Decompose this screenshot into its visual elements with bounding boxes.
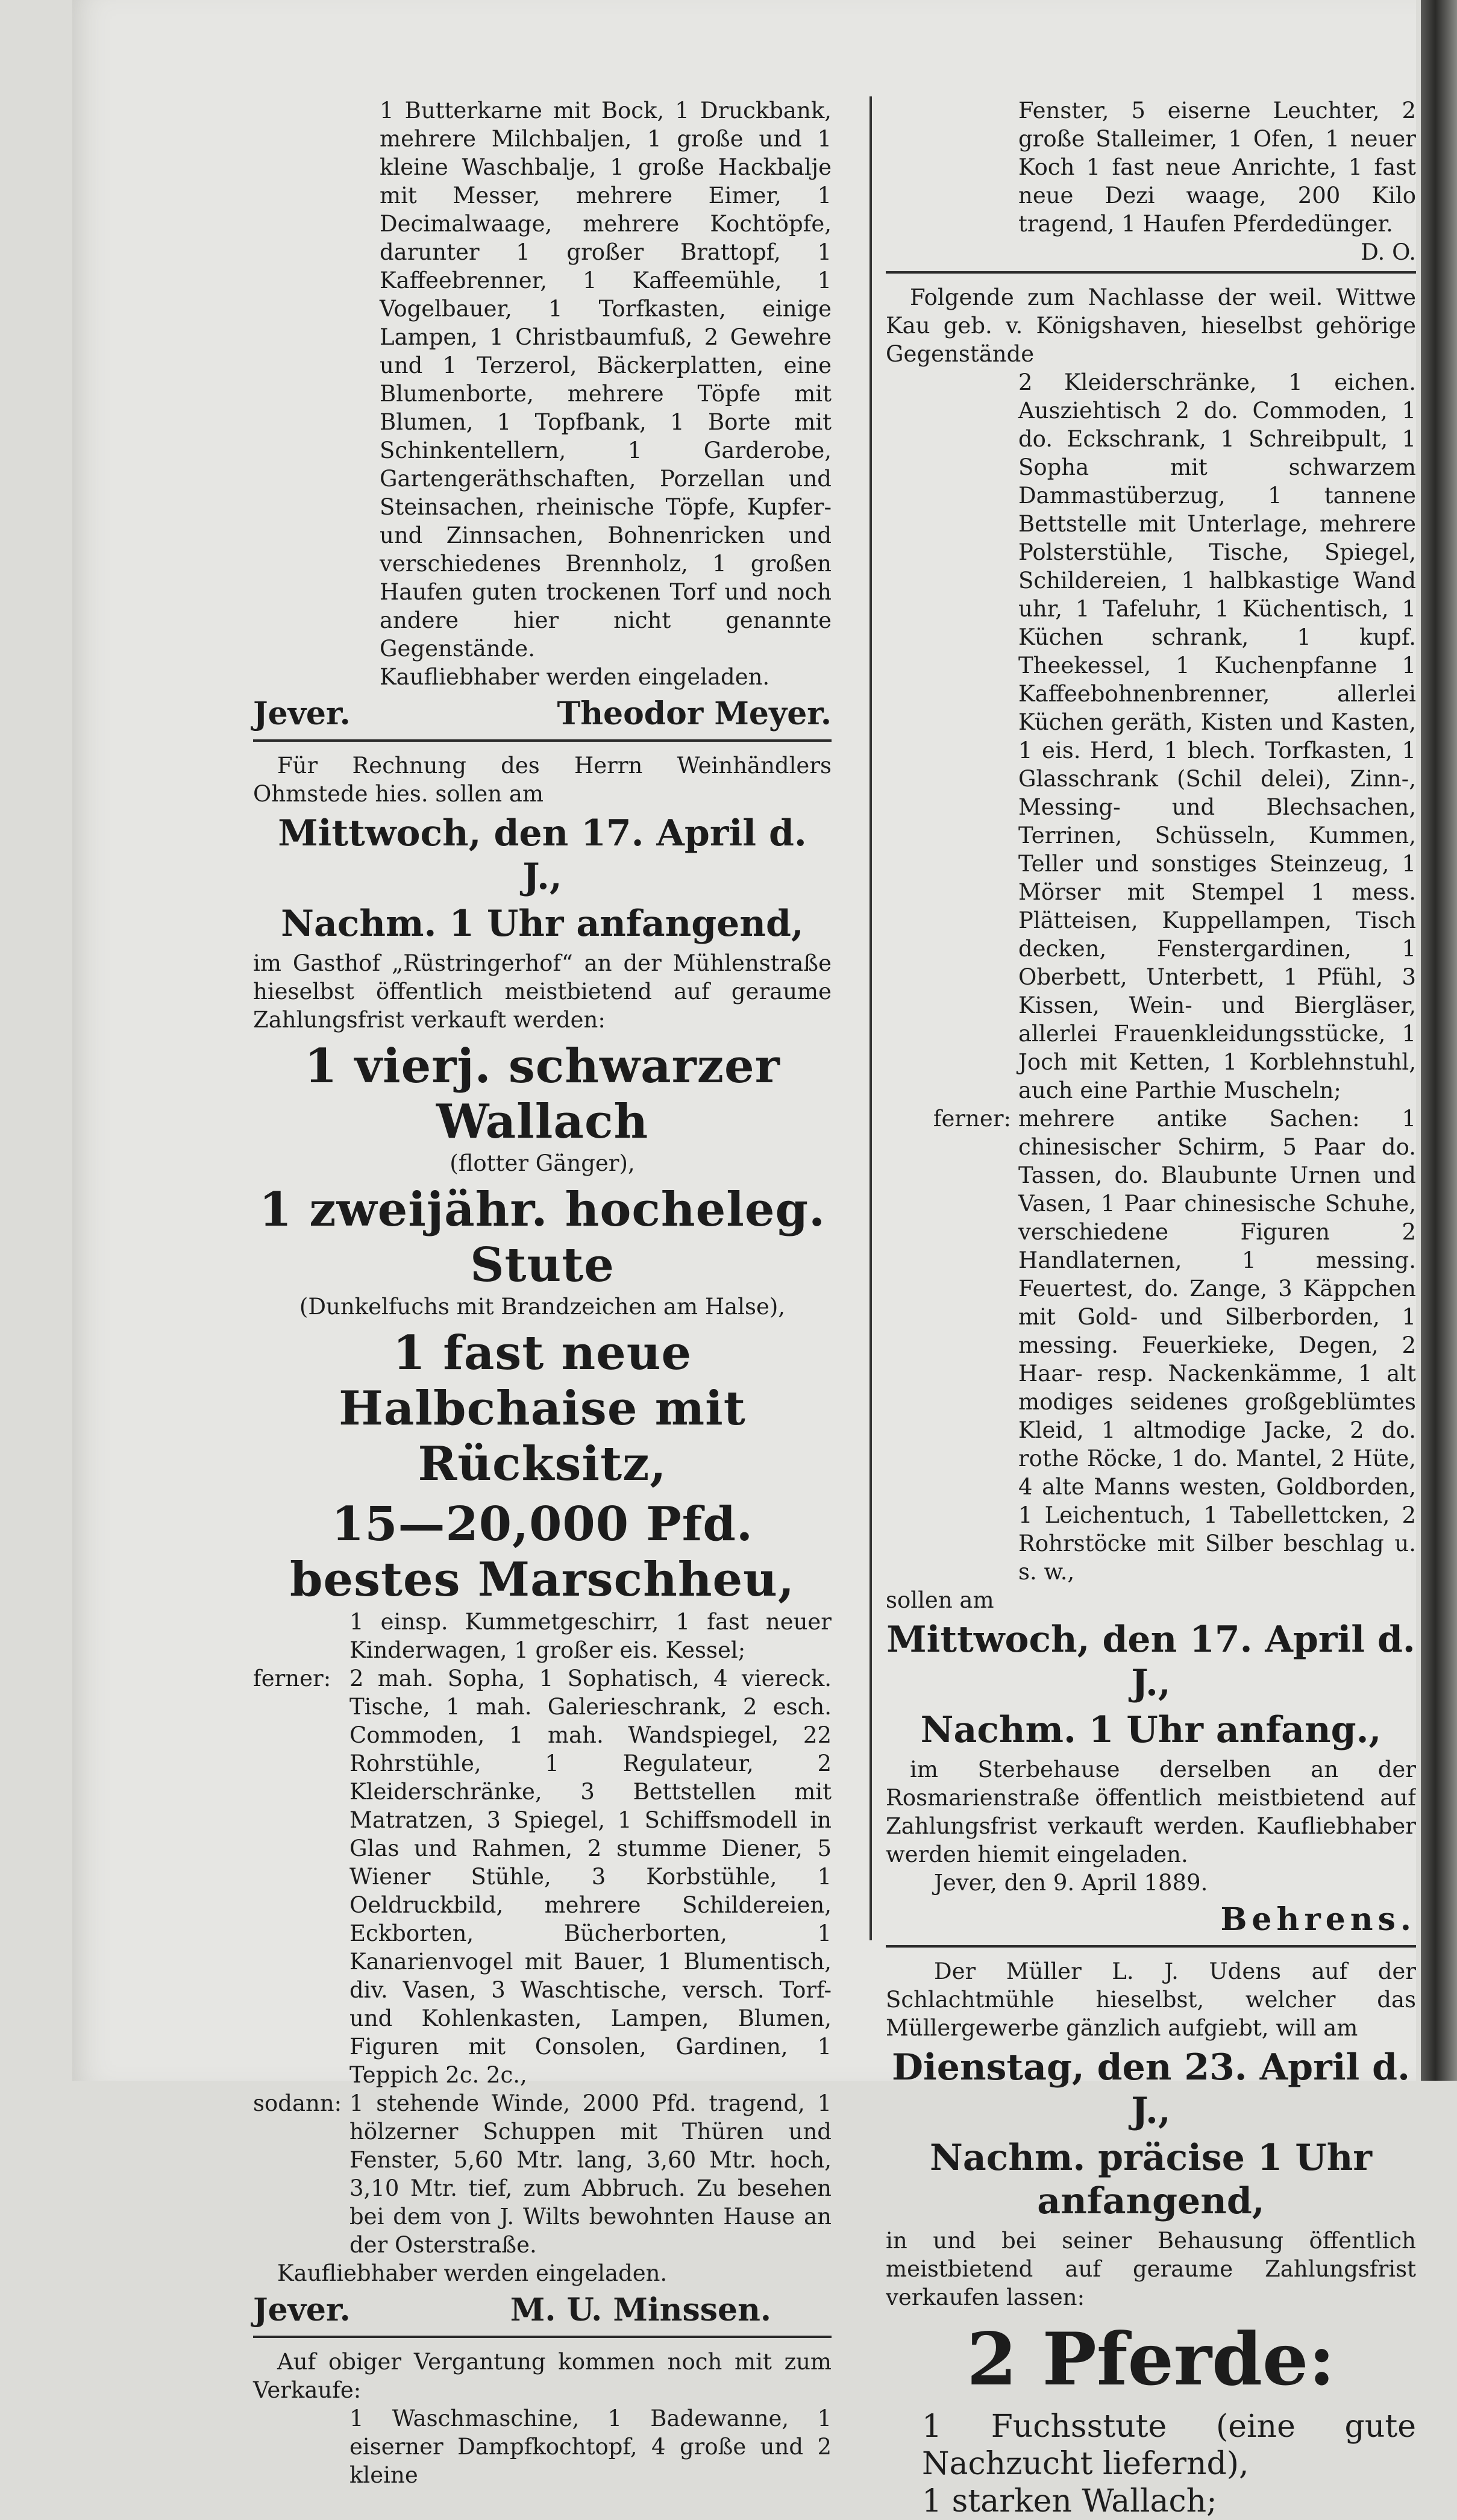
invitation-text-2: Kaufliebhaber werden eingeladen. <box>277 2260 668 2286</box>
right-column <box>886 96 1416 2520</box>
sodann-block <box>253 2089 832 2259</box>
sodann-label: sodann: <box>253 2090 342 2116</box>
items-text: 1 einsp. Kummetgeschirr, 1 fast neuer Kinderwagen, 1 großer eis. Kessel; <box>349 1609 832 1663</box>
separator-rule-2 <box>253 2336 832 2338</box>
estate-items: 2 Kleiderschränke, 1 eichen. Ausziehtisch 2 do. Commoden, 1 do. Eckschrank, 1 Schreibpult, 1 Sopha mit schwarzem Dammastüberzug, 1 tannene Bettstelle mit Unterlage, mehrere Polsterstühle, Tische, Spiegel, Schildereien, 1 halbkastige Wand uhr, 1 Tafeluhr, 1 Küchentisch, 1 Küchen schrank, 1 kupf. Theekessel, 1 Kuchenpfanne 1 Kaffeebohnenbrenner, allerlei Küchen geräth, Kisten und Kasten, 1 eis. Herd, 1 blech. Torfkasten, 1 Glasschrank (Schil delei), Zinn-, Messing- und Blechsachen, Terrinen, Schüsseln, Kummen, Teller und sonstiges Steinzeug, 1 Mörser mit Stempel 1 mess. Plätteisen, Kuppellampen, Tisch decken, Fenstergardinen, 1 Oberbett, Unterbett, 1 Pfühl, 3 Kissen, Wein- und Biergläser, allerlei Frauenkleidungsstücke, 1 Joch mit Ketten, 1 Korblehnstuhl, auch eine Parthie Muscheln; <box>1018 369 1416 1103</box>
page-edge <box>1421 0 1457 2081</box>
signature-place-2: Jever. <box>253 2292 351 2328</box>
item-headline-halbchaise: 1 fast neue Halbchaise mit Rücksitz, <box>339 1326 746 1491</box>
signature-place: Jever. <box>253 695 351 732</box>
auction-time: Nachm. 1 Uhr anfangend, <box>281 903 804 945</box>
addendum-text: Auf obiger Vergantung kommen noch mit zum Verkaufe: <box>253 2349 832 2403</box>
horse-item-1: 1 Fuchsstute (eine gute Nachzucht liefernd), <box>922 2409 1416 2482</box>
sale-date: Mittwoch, den 17. April d. J., <box>886 1619 1415 1704</box>
separator-rule-3 <box>886 271 1416 274</box>
sale-location: im Sterbehause derselben an der Rosmarienstraße öffentlich meistbietend auf Zahlungsfrist verkauft werden. Kaufliebhaber werden hiemit eingeladen. <box>886 1757 1416 1867</box>
item-headline-marschheu: 15—20,000 Pfd. bestes Marschheu, <box>289 1497 795 1607</box>
horse-item-2: 1 starken Wallach; <box>922 2483 1217 2519</box>
antique-items: mehrere antike Sachen: 1 chinesischer Schirm, 5 Paar do. Tassen, do. Blaubunte Urnen und Vasen, 1 Paar chinesische Schuhe, verschiedene Figuren 2 Handlaternen, 1 messing. Feuertest, do. Zange, 3 Käppchen mit Gold- und Silberborden, 1 messing. Feuerkieke, Degen, 2 Haar- resp. Nackenkämme, 1 alt modiges seidenes großgeblümtes Kleid, 1 altmodige Jacke, 2 do. rothe Röcke, 1 do. Mantel, 2 Hüte, 4 alte Manns westen, Goldborden, 1 Leichentuch, 1 Tabellettcken, 2 Rohrstöcke mit Silber beschlag u. s. w., <box>1018 1106 1416 1585</box>
mill-sale-time: Nachm. präcise 1 Uhr anfangend, <box>930 2137 1372 2222</box>
mill-intro: Der Müller L. J. Udens auf der Schlachtmühle hieselbst, welcher das Müllergewerbe gänzlich aufgiebt, will am <box>886 1958 1416 2041</box>
sale-time: Nachm. 1 Uhr anfang., <box>920 1709 1382 1751</box>
ferner-block <box>253 1664 832 2089</box>
items-continued: Fenster, 5 eiserne Leuchter, 2 große Stalleimer, 1 Ofen, 1 neuer Koch 1 fast neue Anrichte, 1 fast neue Dezi waage, 200 Kilo tragend, 1 Haufen Pferdedünger. <box>1018 98 1416 237</box>
location-text: im Gasthof „Rüstringerhof“ an der Mühlenstraße hieselbst öffentlich meistbietend auf geraume Zahlungsfrist verkauft werden: <box>253 950 832 1033</box>
sodann-items: 1 stehende Winde, 2000 Pfd. tragend, 1 hölzerner Schuppen mit Thüren und Fenster, 5,60 Mtr. lang, 3,60 Mtr. hoch, 3,10 Mtr. tief, zum Abbruch. Zu besehen bei dem von J. Wilts bewohnten Hause an der Osterstraße. <box>349 2090 832 2258</box>
auction-items-list: 1 Butterkarne mit Bock, 1 Druckbank, mehrere Milchbaljen, 1 große und 1 kleine Waschbalje, 1 große Hackbalje mit Messer, mehrere Eimer, 1 Decimalwaage, mehrere Kochtöpfe, darunter 1 großer Brattopf, 1 Kaffeebrenner, 1 Kaffeemühle, 1 Vogelbauer, 1 Torfkasten, einige Lampen, 1 Christbaumfuß, 2 Gewehre und 1 Terzerol, Bäckerplatten, eine Blumenborte, mehrere Töpfe mit Blumen, 1 Topfbank, 1 Borte mit Schinkentellern, 1 Garderobe, Gartengeräthschaften, Porzellan und Steinsachen, rheinische Töpfe, Kupfer- und Zinnsachen, Bohnenricken und verschiedenes Brennholz, 1 großen Haufen guten trockenen Torf und noch andere hier nicht genannte Gegenstände. <box>380 98 832 662</box>
mill-location: in und bei seiner Behausung öffentlich meistbietend auf geraume Zahlungsfrist verkaufen lassen: <box>886 2228 1416 2310</box>
left-column <box>253 96 832 2489</box>
signature-initials: D. O. <box>1361 239 1416 265</box>
signature-name: Theodor Meyer. <box>557 695 832 732</box>
dateline: Jever, den 9. April 1889. <box>934 1870 1208 1896</box>
item-headline-stute: 1 zweijähr. hocheleg. Stute <box>258 1182 826 1293</box>
intro-text: Für Rechnung des Herrn Weinhändlers Ohmstede hies. sollen am <box>253 753 832 807</box>
signature-meyer <box>253 695 832 733</box>
signature-minssen <box>253 2291 832 2330</box>
item-subline-stute: (Dunkelfuchs mit Brandzeichen am Halse), <box>299 1294 786 1320</box>
headline-horses: 2 Pferde: <box>967 2317 1335 2402</box>
separator-rule <box>253 739 832 742</box>
ferner-block-right <box>886 1105 1416 1586</box>
estate-intro: Folgende zum Nachlasse der weil. Wittwe Kau geb. v. Königshaven, hieselbst gehörige Gegenstände <box>886 284 1416 367</box>
separator-rule-4 <box>886 1945 1416 1948</box>
invitation-text: Kaufliebhaber werden eingeladen. <box>380 664 770 690</box>
item-headline-wallach: 1 vierj. schwarzer Wallach <box>304 1039 780 1149</box>
addendum-items: 1 Waschmaschine, 1 Badewanne, 1 eiserner Dampfkochtopf, 4 große und 2 kleine <box>349 2406 832 2488</box>
column-divider <box>870 96 872 1940</box>
signature-behrens: Behrens. <box>1220 1901 1416 1938</box>
ferner-label: ferner: <box>253 1666 331 1691</box>
auction-date: Mittwoch, den 17. April d. J., <box>278 812 807 898</box>
ferner-label-right: ferner: <box>933 1106 1011 1132</box>
mill-sale-date: Dienstag, den 23. April d. J., <box>891 2046 1411 2132</box>
ferner-items: 2 mah. Sopha, 1 Sophatisch, 4 viereck. Tische, 1 mah. Galerieschrank, 2 esch. Commoden, 1 mah. Wandspiegel, 22 Rohrstühle, 1 Regulateur, 2 Kleiderschränke, 3 Bettstellen mit Matratzen, 3 Spiegel, 1 Schiffsmodell in Glas und Rahmen, 2 stumme Diener, 5 Wiener Stühle, 3 Korbstühle, 1 Oeldruckbild, mehrere Schildereien, Eckborten, Bücherborten, 1 Kanarienvogel mit Bauer, 1 Blumentisch, div. Vasen, 3 Waschtische, versch. Torf- und Kohlenkasten, Lampen, Blumen, Figuren mit Consolen, Gardinen, 1 Teppich 2c. 2c., <box>349 1666 832 2088</box>
item-subline-wallach: (flotter Gänger), <box>450 1150 635 1176</box>
signature-name-2: M. U. Minssen. <box>510 2292 771 2328</box>
sale-intro: sollen am <box>886 1587 994 1613</box>
